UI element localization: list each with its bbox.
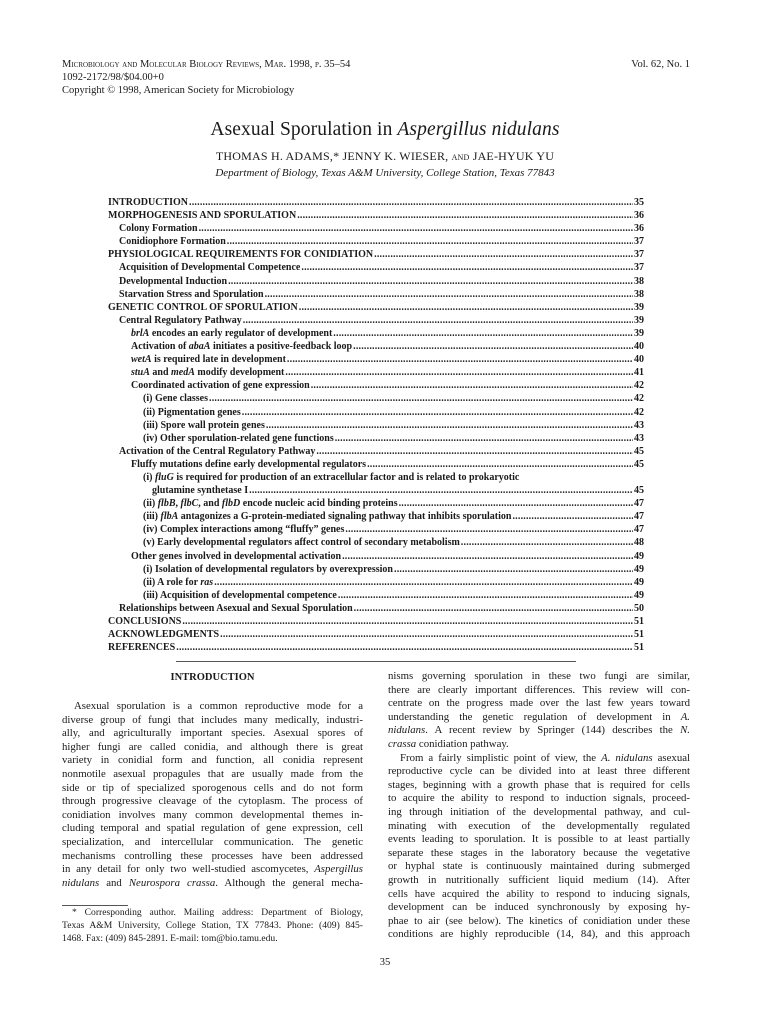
toc-entry [108, 366, 644, 379]
toc-entry-page: 36 [634, 223, 644, 235]
toc-entry [108, 222, 644, 235]
toc-entry-page: 48 [634, 537, 644, 549]
toc-entry [108, 589, 644, 602]
section-heading: INTRODUCTION [170, 672, 255, 683]
toc-leader-dots [316, 445, 633, 458]
toc-entry [108, 536, 644, 549]
toc-entry-label: Conidiophore Formation [119, 236, 226, 248]
toc-entry-page: 43 [634, 432, 644, 444]
toc-entry [108, 406, 644, 419]
body-line: variety in conidial form and function, all conidia represent [62, 754, 363, 767]
toc-leader-dots [338, 589, 633, 602]
toc-entry-page: 39 [634, 327, 644, 339]
body-line: events leading to sporulation. It is possible to at least partially [388, 833, 690, 846]
toc-entry-label: (iii) Spore wall protein genes [143, 419, 265, 431]
toc-entry [108, 484, 644, 497]
toc-entry-page: 43 [634, 419, 644, 431]
toc-entry-label: (v) Early developmental regulators affect control of secondary metabolism [143, 537, 460, 549]
toc-entry [108, 523, 644, 536]
toc-entry-page: 38 [634, 275, 644, 287]
toc-entry-label: glutamine synthetase I [152, 485, 249, 497]
toc-entry-page: 51 [634, 616, 644, 627]
toc-entry-page: 37 [634, 262, 644, 274]
body-line: nonmotile asexual propagules that are usually made from the [62, 767, 363, 780]
toc-entry [108, 275, 644, 288]
toc-entry-label: ACKNOWLEDGMENTS [108, 629, 220, 641]
body-line: diverse group of fungi that includes many medically, industri- [62, 713, 363, 726]
body-line: or hyphal state is continuously maintained during submerged [388, 860, 690, 873]
toc-entry [108, 563, 644, 576]
toc-entry-label: wetA is required late in development [131, 354, 286, 366]
toc-entry-label: Coordinated activation of gene expression [131, 380, 310, 392]
body-line: through progressive cleavage of the cytoplasm. The process of [62, 795, 363, 808]
toc-entry [108, 602, 644, 615]
toc-leader-dots [374, 248, 633, 261]
toc-leader-dots [199, 222, 633, 235]
body-line: From a fairly simplistic point of view, the A. nidulans asexual [400, 751, 691, 764]
toc-entry-page: 47 [634, 524, 644, 536]
toc-entry [108, 641, 644, 654]
toc-entry-label: brlA encodes an early regulator of development [131, 327, 333, 339]
body-line: ally, and agriculturally important species. Asexual spores of [62, 727, 363, 740]
body-line: cluding temporal and spatial regulation of gene expression, cell [62, 822, 363, 835]
toc-entry-label: Developmental Induction [119, 275, 228, 287]
toc-entry-page: 39 [634, 314, 644, 326]
toc-entry-label: GENETIC CONTROL OF SPORULATION [108, 301, 298, 313]
toc-entry-label: Starvation Stress and Sporulation [119, 288, 264, 300]
toc-leader-dots [220, 628, 633, 641]
toc-entry [108, 510, 644, 523]
toc-entry-label: (ii) A role for ras [143, 576, 214, 588]
author-list: THOMAS H. ADAMS,* JENNY K. WIESER, and JAE-HYUK YU [215, 149, 555, 163]
toc-entry-page: 51 [634, 629, 644, 641]
footnote-divider [62, 905, 128, 906]
toc-entry [108, 314, 644, 327]
toc-entry-page: 40 [634, 354, 644, 366]
toc-leader-dots [353, 340, 633, 353]
toc-entry [108, 550, 644, 563]
body-line: nisms governing sporulation in these two fungi are similar, [388, 670, 690, 682]
toc-leader-dots [265, 288, 633, 301]
body-line: higher fungi are called conidia, and although there is great [62, 740, 363, 753]
toc-entry-page: 42 [634, 393, 644, 405]
toc-entry [108, 327, 644, 340]
toc-entry-label: stuA and medA modify development [131, 367, 285, 379]
toc-entry-label: Relationships between Asexual and Sexual Sporulation [119, 602, 353, 614]
body-line: crassa conidiation pathway. [388, 737, 509, 750]
toc-entry-page: 49 [634, 550, 644, 562]
toc-entry [108, 235, 644, 248]
toc-leader-dots [345, 523, 633, 536]
toc-leader-dots [301, 261, 633, 274]
toc-entry-page: 40 [634, 341, 644, 353]
toc-leader-dots [189, 196, 633, 209]
copyright-line: Copyright © 1998, American Society for Microbiology [62, 85, 295, 96]
body-line: conditions are highly reproducible (14, 84), and this approach [388, 928, 690, 941]
body-line: there are clearly important differences. This review will con- [388, 683, 690, 696]
toc-entry-page: 37 [634, 249, 644, 261]
toc-entry [108, 615, 644, 628]
body-line: understanding the genetic regulation of development in A. [388, 710, 690, 723]
affiliation: Department of Biology, Texas A&M University, College Station, Texas 77843 [215, 167, 555, 179]
toc-entry-label: REFERENCES [108, 642, 176, 654]
toc-entry-label: CONCLUSIONS [108, 616, 182, 627]
toc-entry-label: Activation of abaA initiates a positive-feedback loop [131, 341, 353, 353]
toc-leader-dots [228, 275, 633, 288]
toc-entry-label: (iv) Other sporulation-related gene functions [143, 432, 334, 444]
toc-leader-dots [214, 576, 633, 589]
body-line: to acquire the ability to respond to induction signals, proceed- [388, 792, 690, 805]
footnote [62, 907, 363, 945]
body-line: ing through initiation of the developmental pathway, and cul- [388, 805, 690, 818]
divider-line [176, 661, 576, 662]
toc-entry-page: 45 [634, 485, 644, 497]
table-of-contents [108, 196, 644, 654]
toc-entry [108, 445, 644, 458]
toc-entry-page: 49 [634, 563, 644, 575]
toc-entry-page: 42 [634, 380, 644, 392]
toc-leader-dots [512, 510, 633, 523]
toc-entry-page: 49 [634, 589, 644, 601]
toc-entry-page: 35 [634, 197, 644, 208]
toc-entry-label: (i) fluG is required for production of an extracellular factor and is related to prokaryotic [143, 471, 520, 483]
toc-leader-dots [242, 406, 633, 419]
body-line: minating with execution of the developmentally regulated [388, 819, 690, 832]
toc-leader-dots [299, 301, 633, 314]
toc-entry-label: INTRODUCTION [108, 197, 189, 208]
toc-leader-dots [461, 536, 633, 549]
toc-leader-dots [335, 432, 633, 445]
body-line: conidiation involves many common developmental themes in- [62, 808, 363, 821]
toc-entry-page: 47 [634, 498, 644, 510]
toc-entry-page: 39 [634, 301, 644, 313]
toc-leader-dots [297, 209, 633, 222]
toc-entry-label: MORPHOGENESIS AND SPORULATION [108, 210, 297, 222]
toc-leader-dots [333, 327, 633, 340]
toc-leader-dots [394, 563, 633, 576]
body-line: mechanisms controlling these processes have been addressed [62, 849, 363, 862]
toc-entry-page: 36 [634, 210, 644, 222]
toc-leader-dots [266, 419, 633, 432]
body-column-left [62, 700, 363, 890]
toc-entry [108, 419, 644, 432]
body-line: nidulans and Neurospora crassa. Although the general mecha- [62, 876, 363, 889]
body-line: nidulans. A recent review by Springer (144) describes the N. [388, 724, 690, 737]
toc-leader-dots [342, 550, 633, 563]
toc-entry [108, 248, 644, 261]
toc-entry [108, 497, 644, 510]
toc-entry [108, 471, 644, 484]
toc-entry-label: (i) Gene classes [143, 393, 208, 405]
toc-entry-page: 50 [634, 602, 644, 614]
body-line: specialization, and intercellular communication. The genetic [62, 835, 363, 848]
body-line: development can be induced synchronously by exposing hy- [388, 901, 690, 914]
toc-entry [108, 392, 644, 405]
footnote-line: Texas A&M University, College Station, TX 77843. Phone: (409) 845- [62, 919, 363, 931]
footnote-line: * Corresponding author. Mailing address: Department of Biology, [72, 907, 363, 918]
article-title: Asexual Sporulation in Aspergillus nidulans [210, 119, 560, 140]
toc-entry [108, 261, 644, 274]
body-line: stages, beginning with a growth phase that is required for cells [388, 778, 690, 791]
toc-leader-dots [354, 602, 633, 615]
toc-leader-dots [227, 235, 633, 248]
toc-entry-label: PHYSIOLOGICAL REQUIREMENTS FOR CONIDIATION [108, 249, 374, 261]
toc-entry [108, 196, 644, 209]
toc-entry-page: 51 [634, 642, 644, 654]
toc-entry [108, 628, 644, 641]
toc-entry-page: 47 [634, 511, 644, 523]
toc-leader-dots [182, 615, 633, 628]
toc-entry-label: (i) Isolation of developmental regulators by overexpression [143, 563, 393, 575]
toc-entry-label: (ii) flbB, flbC, and flbD encode nucleic acid binding proteins [143, 498, 398, 510]
toc-entry-label: Colony Formation [119, 223, 198, 235]
toc-entry [108, 288, 644, 301]
body-line: reproductive cycle can be divided into at least three different [388, 765, 690, 778]
toc-entry-page: 49 [634, 576, 644, 588]
toc-leader-dots [367, 458, 633, 471]
toc-leader-dots [249, 484, 633, 497]
toc-entry [108, 576, 644, 589]
issn-line: 1092-2172/98/$04.00+0 [62, 72, 164, 83]
footnote-line: 1468. Fax: (409) 845-2891. E-mail: tom@bio.tamu.edu. [62, 932, 278, 944]
body-line: Asexual sporulation is a common reproductive mode for a [74, 700, 363, 712]
toc-leader-dots [285, 366, 633, 379]
toc-entry-label: Fluffy mutations define early developmental regulators [131, 458, 367, 470]
toc-entry-label: Activation of the Central Regulatory Pathway [119, 445, 316, 457]
toc-leader-dots [311, 379, 633, 392]
body-line: side or tip of specialized sporogenous cells and do not form [62, 781, 363, 794]
toc-leader-dots [243, 314, 633, 327]
body-line: growth in nutritionally sufficient liquid medium (14). After [388, 873, 690, 886]
toc-entry-label: (iii) Acquisition of developmental competence [143, 589, 337, 601]
toc-entry [108, 379, 644, 392]
page-number: 35 [379, 957, 391, 968]
volume-label: Vol. 62, No. 1 [631, 59, 690, 70]
toc-entry-label: (ii) Pigmentation genes [143, 406, 241, 418]
toc-entry [108, 340, 644, 353]
running-header [62, 58, 350, 97]
toc-entry-page: 45 [634, 445, 644, 457]
toc-entry [108, 209, 644, 222]
body-line: separate these stages in the laboratory because the vegetative [388, 846, 690, 859]
toc-entry-page: 37 [634, 236, 644, 248]
toc-entry [108, 432, 644, 445]
body-line: cells have acquired the ability to respond to inducing signals, [388, 887, 690, 900]
toc-leader-dots [209, 392, 633, 405]
toc-entry [108, 301, 644, 314]
toc-entry [108, 458, 644, 471]
toc-entry-page: 45 [634, 458, 644, 470]
toc-leader-dots [176, 641, 633, 654]
toc-entry-label: (iv) Complex interactions among “fluffy” genes [143, 524, 345, 536]
toc-entry-page: 41 [634, 367, 644, 379]
body-line: centrate on the progress made over the last few years toward [388, 697, 690, 710]
journal-citation: Microbiology and Molecular Biology Reviews, Mar. 1998, p. 35–54 [62, 59, 351, 70]
toc-entry-label: Acquisition of Developmental Competence [119, 262, 301, 274]
toc-entry-label: Other genes involved in developmental activation [131, 550, 342, 562]
toc-entry-page: 42 [634, 406, 644, 418]
body-line: in any detail for only two well-studied ascomycetes, Aspergillus [62, 863, 363, 876]
toc-leader-dots [287, 353, 633, 366]
toc-entry [108, 353, 644, 366]
toc-leader-dots [399, 497, 633, 510]
body-line: phae to air (see below). The kinetics of conidiation under these [388, 914, 690, 927]
toc-entry-label: (iii) flbA antagonizes a G-protein-mediated signaling pathway that inhibits sporulation [143, 511, 512, 523]
body-column-right [388, 670, 690, 942]
toc-entry-page: 38 [634, 288, 644, 300]
toc-entry-label: Central Regulatory Pathway [119, 314, 242, 326]
